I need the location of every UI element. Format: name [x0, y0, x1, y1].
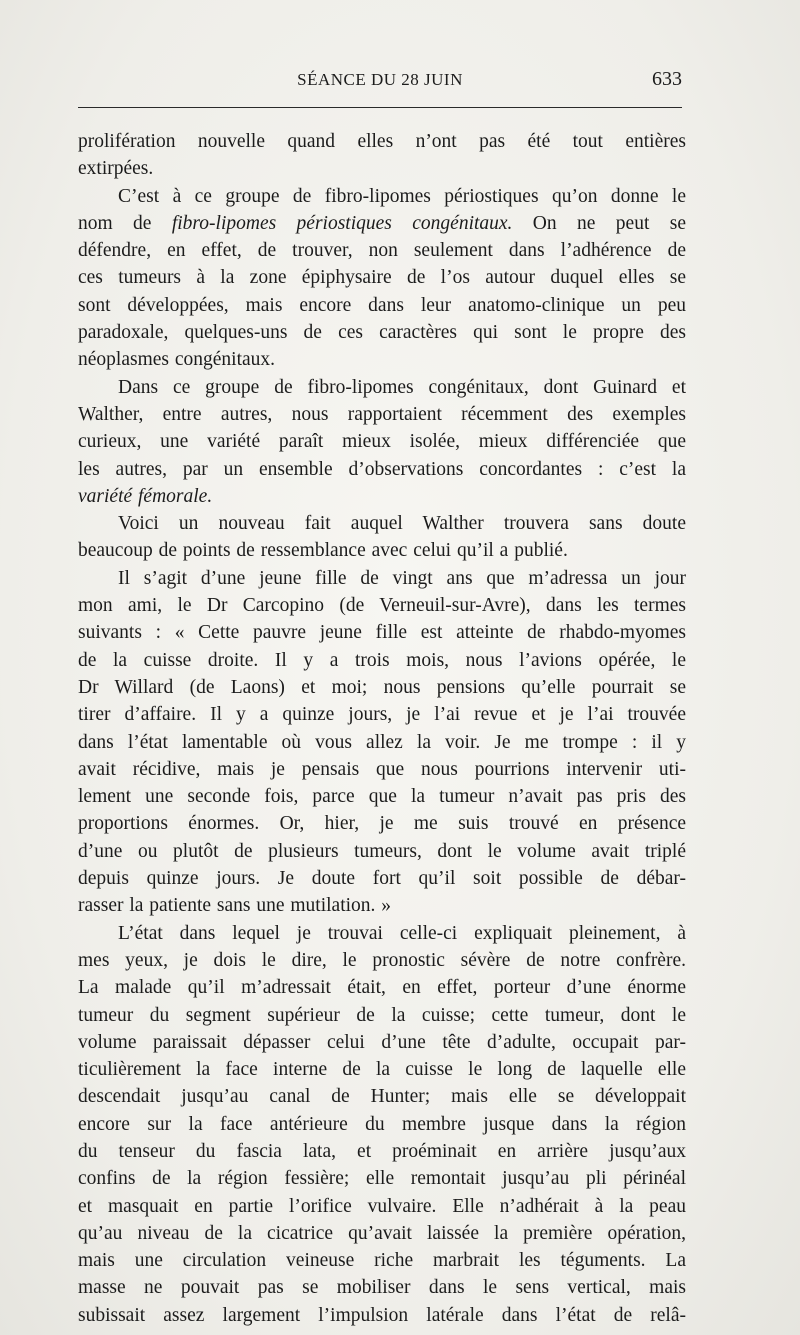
running-title: SÉANCE DU 28 JUIN	[297, 70, 463, 89]
text-line: qu’au niveau de la cicatrice qu’avait laissée la première opération,	[78, 1222, 686, 1244]
text-line: d’une ou plutôt de plusieurs tumeurs, dont le volume avait triplé	[78, 840, 686, 862]
text-line: suivants : « Cette pauvre jeune fille est atteinte de rhabdo-myomes	[78, 622, 686, 644]
text-line: de la cuisse droite. Il y a trois mois, nous l’avions opérée, le	[78, 649, 686, 671]
text-line: Il s’agit d’une jeune fille de vingt ans que m’adressa un jour	[118, 567, 686, 589]
italic-term: fibro-lipomes périostiques congénitaux.	[171, 212, 513, 234]
text-line: extirpées.	[78, 158, 154, 180]
text-line: tumeur du segment supérieur de la cuisse; cette tumeur, dont le	[78, 1004, 686, 1026]
text-line: avait récidive, mais je pensais que nous pourrions intervenir uti-	[78, 758, 686, 780]
text-line: mais une circulation veineuse riche marbrait les téguments. La	[78, 1250, 686, 1272]
body-text	[78, 128, 686, 1329]
text-line: proportions énormes. Or, hier, je me suis trouvé en présence	[78, 813, 686, 835]
text-line: L’état dans lequel je trouvai celle-ci expliquait pleinement, à	[118, 922, 686, 944]
text-line: tirer d’affaire. Il y a quinze jours, je l’ai revue et je l’ai trouvée	[78, 704, 686, 726]
header-rule	[78, 107, 682, 108]
text-line: La malade qu’il m’adressait était, en effet, porteur d’une énorme	[78, 977, 686, 999]
text-line: volume paraissait dépasser celui d’une tête d’adulte, occupait par-	[78, 1031, 686, 1053]
text-line: ces tumeurs à la zone épiphysaire de l’os autour duquel elles se	[78, 267, 686, 289]
text-line: subissait assez largement l’impulsion latérale dans l’état de relâ-	[78, 1304, 686, 1326]
text-line: Voici un nouveau fait auquel Walther trouvera sans doute	[118, 513, 686, 535]
text-line: Dr Willard (de Laons) et moi; nous pensions qu’elle pourrait se	[78, 676, 686, 698]
text-line	[78, 210, 686, 237]
text-line: variété fémorale.	[78, 485, 213, 507]
text-line: et masquait en partie l’orifice vulvaire. Elle n’adhérait à la peau	[78, 1195, 686, 1217]
text-line: mon ami, le Dr Carcopino (de Verneuil-sur-Avre), dans les termes	[78, 595, 686, 617]
text-line: défendre, en effet, de trouver, non seulement dans l’adhérence de	[78, 240, 686, 262]
text-line: rasser la patiente sans une mutilation. »	[78, 895, 392, 917]
text-line: depuis quinze jours. Je doute fort qu’il soit possible de débar-	[78, 868, 686, 890]
text-line: encore sur la face antérieure du membre jusque dans la région	[78, 1113, 686, 1135]
text-run: nom de	[78, 212, 172, 234]
text-line: beaucoup de points de ressemblance avec celui qu’il a publié.	[78, 540, 568, 562]
text-line: confins de la région fessière; elle remontait jusqu’au pli périnéal	[78, 1168, 686, 1190]
running-head	[78, 66, 682, 96]
text-line: masse ne pouvait pas se mobiliser dans le sens vertical, mais	[78, 1277, 686, 1299]
text-line: ticulièrement la face interne de la cuisse le long de laquelle elle	[78, 1059, 686, 1081]
text-line: Walther, entre autres, nous rapportaient récemment des exemples	[78, 403, 686, 425]
text-line: curieux, une variété paraît mieux isolée, mieux différenciée que	[78, 431, 686, 453]
text-line: Dans ce groupe de fibro-lipomes congénitaux, dont Guinard et	[118, 376, 686, 398]
text-line: lement une seconde fois, parce que la tumeur n’avait pas pris des	[78, 786, 686, 808]
text-line: dans l’état lamentable où vous allez la voir. Je me trompe : il y	[78, 731, 686, 753]
text-line: paradoxale, quelques-uns de ces caractères qui sont le propre des	[78, 322, 686, 344]
text-line: sont développées, mais encore dans leur anatomo-clinique un peu	[78, 294, 686, 316]
text-line: néoplasmes congénitaux.	[78, 349, 276, 371]
text-line: du tenseur du fascia lata, et proéminait en arrière jusqu’aux	[78, 1140, 686, 1162]
text-line: descendait jusqu’au canal de Hunter; mais elle se développait	[78, 1086, 686, 1108]
text-line: mes yeux, je dois le dire, le pronostic sévère de notre confrère.	[78, 949, 686, 971]
page-number: 633	[652, 68, 682, 90]
text-run: On ne peut se	[512, 212, 686, 234]
text-line: les autres, par un ensemble d’observations concordantes : c’est la	[78, 458, 686, 480]
text-line: C’est à ce groupe de fibro-lipomes périostiques qu’on donne le	[118, 185, 686, 207]
text-line: prolifération nouvelle quand elles n’ont pas été tout entières	[78, 131, 686, 152]
